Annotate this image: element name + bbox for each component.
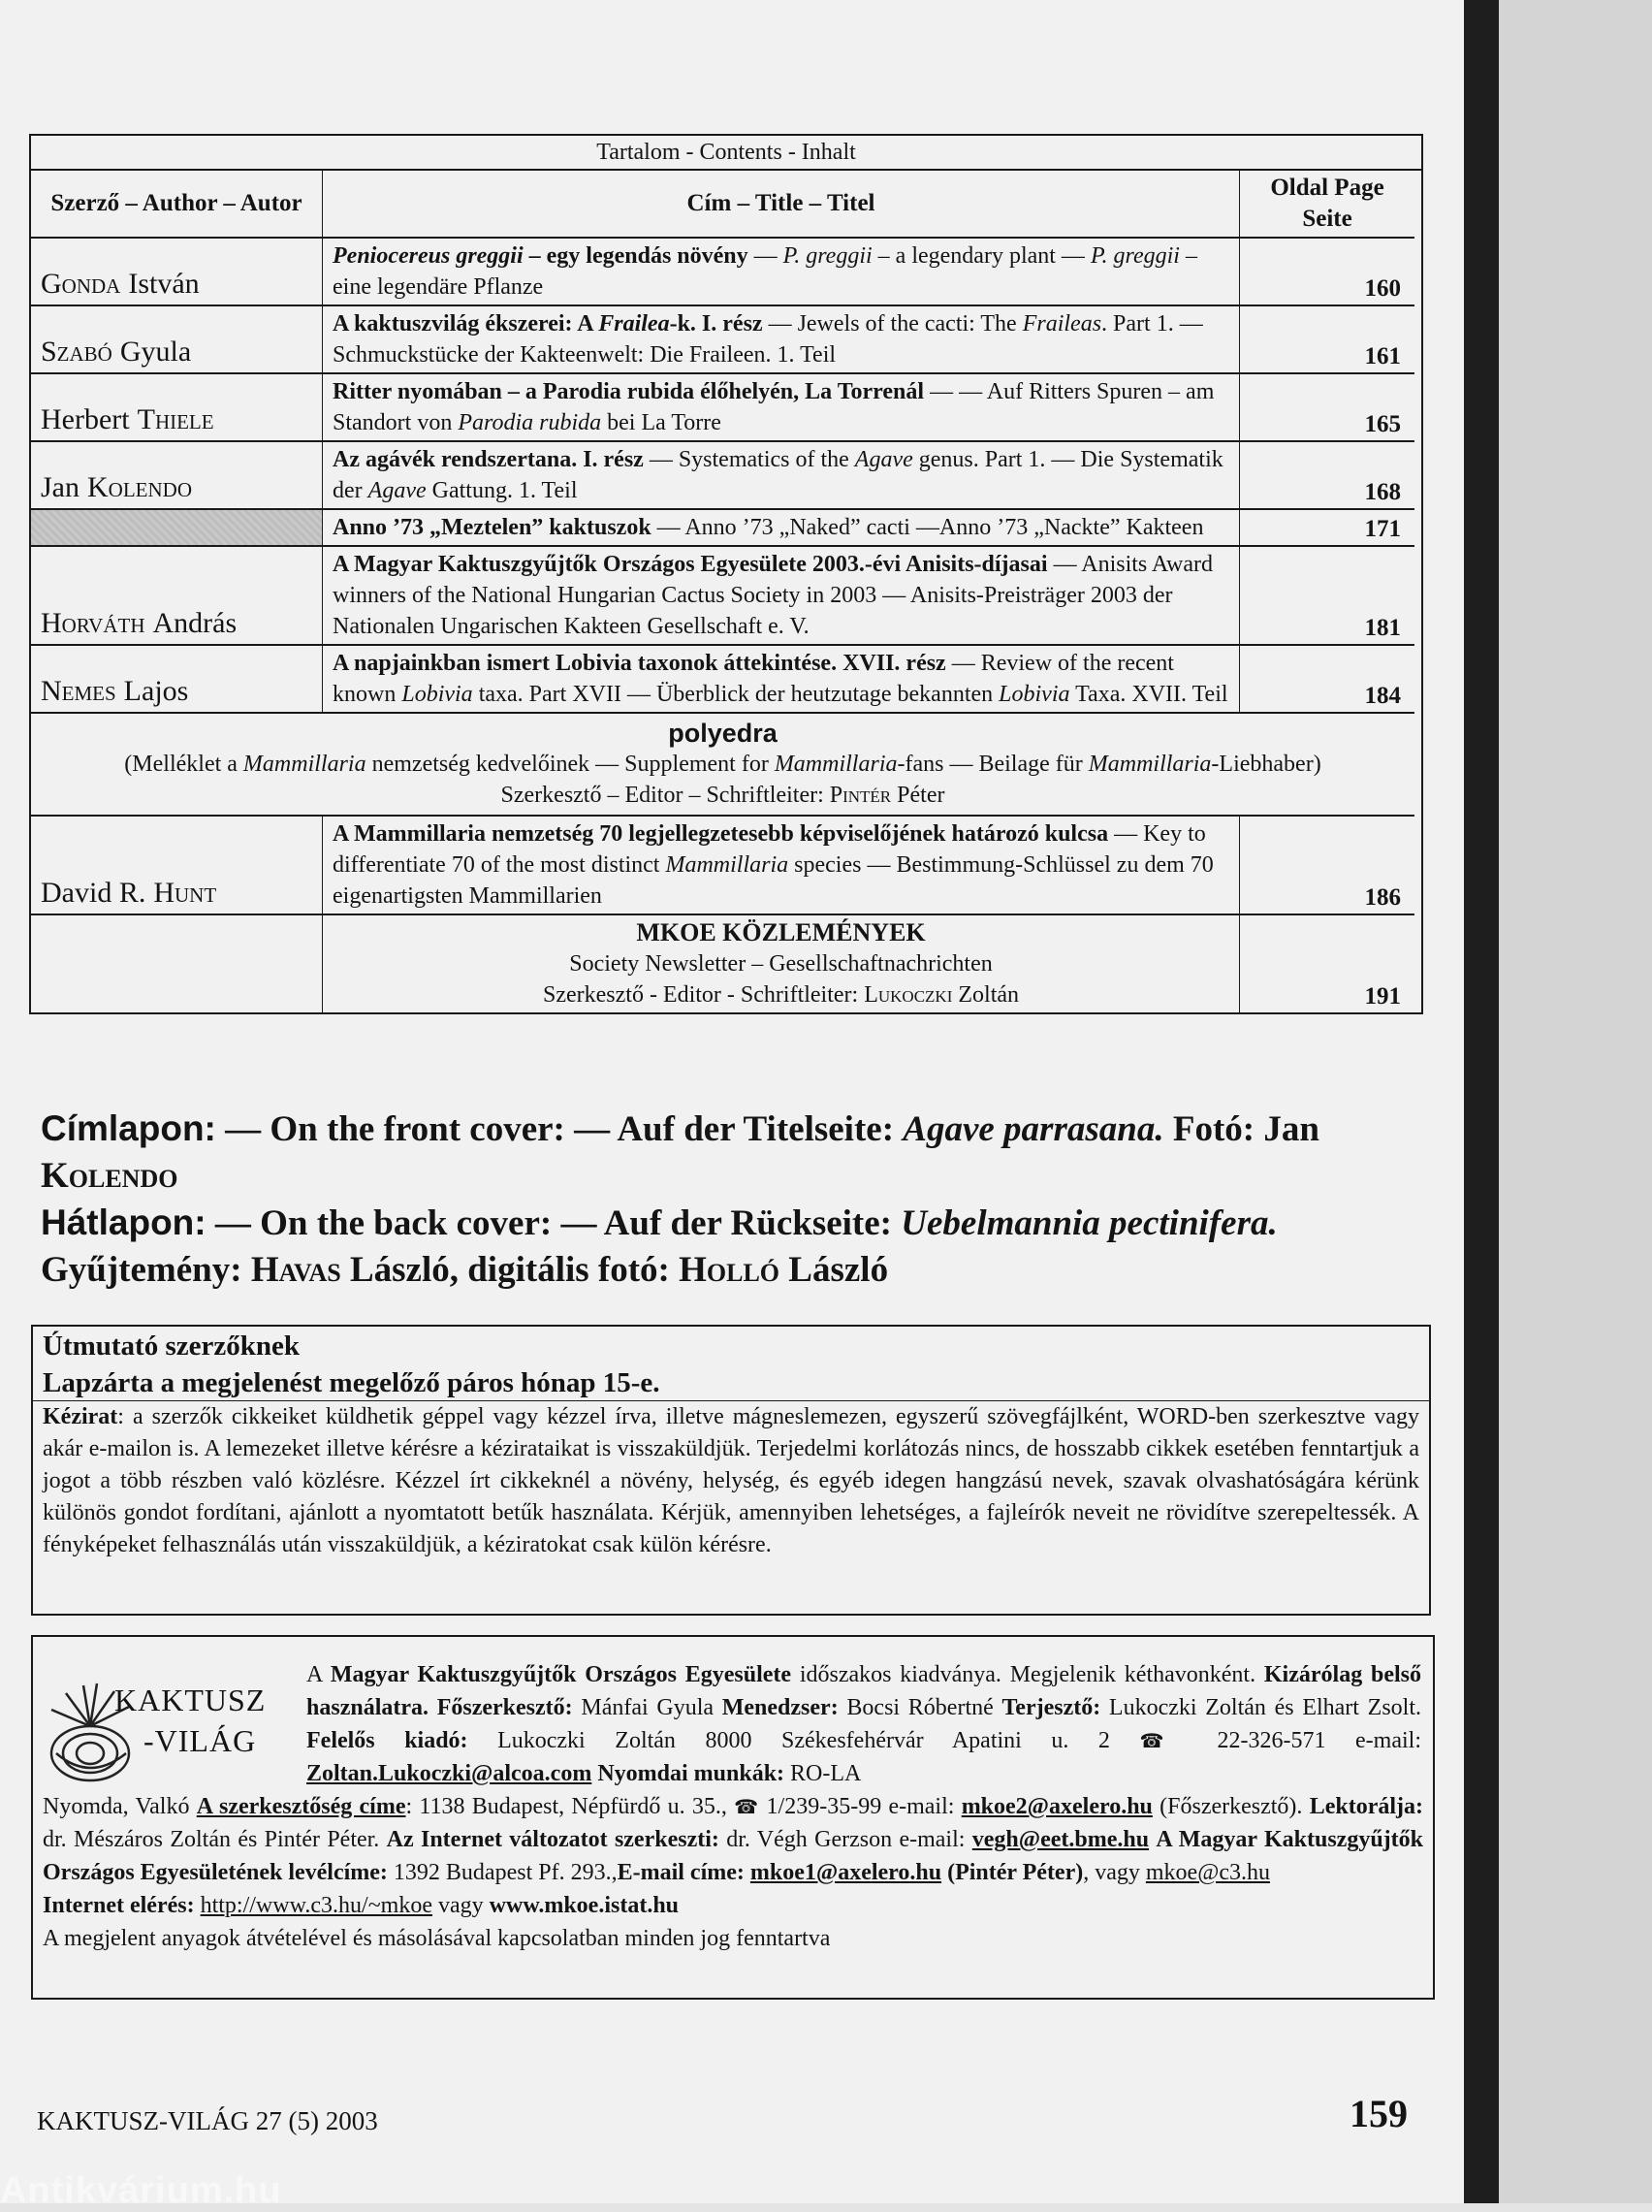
article-title: A kaktuszvilág ékszerei: A Frailea-k. I. rész — Jewels of the cacti: The Fraileas. Part 1. — Schmuckstücke der Kakteenwelt: Die Fraileen. 1. Teil: [323, 306, 1239, 374]
header-title: Cím – Title – Titel: [323, 171, 1239, 239]
author-guidelines-box: [31, 1325, 1431, 1616]
article-page: 181: [1240, 547, 1414, 646]
watermark: Antikvárium.hu: [0, 2170, 282, 2211]
article-title: A Magyar Kaktuszgyűjtők Országos Egyesülete 2003.-évi Anisits-díjasai — Anisits Award winners of the National Hungarian Cactus Society in 2003 — Anisits-Preisträger 2003 der Nationalen Ungarischen Kakteen Gesellschaft e. V.: [323, 547, 1239, 646]
author-name-part: Gyula: [119, 336, 192, 368]
newsletter-subtitle: Society Newsletter – Gesellschaftnachrichten: [569, 951, 993, 977]
article-title: Ritter nyomában – a Parodia rubida élőhelyén, La Torrenál — — Auf Ritters Spuren – am Standort von Parodia rubida bei La Torre: [323, 374, 1239, 442]
author-cell: [31, 510, 322, 547]
article-page: 186: [1240, 817, 1414, 915]
guidelines-text: Kézirat: a szerzők cikkeiket küldhetik géppel vagy kézzel írva, illetve mágneslemezen, egyszerű szövegfájlként, WORD-ben szerkesztve vagy akár e-mailon is. A lemezeket illetve kérésre a kézirataikat is visszaküldjük. Terjedelmi korlátozás nincs, de hosszabb cikkek esetében fenntartjuk a jogot a több részben való közlésre. Kézzel írt cikkeknél a növény, helység, és egyéb idegen hangzású nevek, szavak olvashatóságára kérünk különös gondot fordítani, ajánlott a nyomtatott betűk használata. Kérjük, amennyiben lehetséges, a fajleírók neveit ne rövidítve szerepeltessék. A fényképeket felhasználás után visszaküldjük, a kéziratokat csak külön kérésre.: [33, 1400, 1429, 1561]
newsletter-editor: Szerkesztő - Editor - Schriftleiter: Lukoczki Zoltán: [542, 982, 1020, 1008]
imprint-box: [31, 1635, 1435, 2000]
article-page: 165: [1240, 374, 1414, 442]
author-name-part: Herbert: [41, 403, 130, 435]
author-name-part: Horváth: [41, 607, 145, 639]
author-cell: [31, 646, 322, 714]
kaktusz-vilag-logo: [37, 1676, 299, 1792]
article-title: A Mammillaria nemzetség 70 legjellegzetesebb képviselőjének határozó kulcsa — Key to differentiate 70 of the most distinct Mammillaria species — Bestimmung-Schlüssel zu dem 70 eigenartigsten Mammillarien: [323, 817, 1239, 915]
logo-text-line1: KAKTUSZ: [114, 1683, 267, 1717]
article-page: 168: [1240, 442, 1414, 510]
author-name-part: Jan: [41, 471, 79, 503]
article-title: Az agávék rendszertana. I. rész — Systematics of the Agave genus. Part 1. — Die Systematik der Agave Gattung. 1. Teil: [323, 442, 1239, 510]
author-name-part: David R.: [41, 877, 146, 909]
author-cell: [31, 374, 322, 442]
header-author: Szerző – Author – Autor: [31, 171, 322, 239]
author-name-part: Hunt: [153, 877, 217, 909]
guidelines-title: Útmutató szerzőknek: [43, 1330, 300, 1362]
article-title: Anno ’73 „Meztelen” kaktuszok — Anno ’73 „Naked” cacti —Anno ’73 „Nackte” Kakteen: [323, 510, 1239, 547]
author-name-part: Gonda: [41, 268, 121, 300]
author-name-part: András: [152, 607, 238, 639]
page-number: 159: [1350, 2092, 1408, 2135]
cover-credits: Címlapon: — On the front cover: — Auf der Titelseite: Agave parrasana. Fotó: Jan Kolendo Hátlapon: — On the back cover: — Auf der Rückseite: Uebelmannia pectinifera. Gyűjtemény: Havas László, digitális fotó: Holló László: [41, 1108, 1319, 1290]
author-name-part: Szabó: [41, 336, 112, 368]
author-cell: [31, 239, 322, 306]
page-edge-shadow: [1464, 0, 1499, 2203]
author-name-part: Kolendo: [87, 471, 192, 503]
logo-text-line2: -VILÁG: [143, 1723, 257, 1758]
article-page: 184: [1240, 646, 1414, 714]
contents-grid: [31, 171, 1421, 1012]
author-cell: [31, 817, 322, 915]
article-page: 171: [1240, 510, 1414, 547]
journal-issue: KAKTUSZ-VILÁG 27 (5) 2003: [37, 2106, 378, 2135]
author-name-part: Nemes: [41, 675, 116, 707]
author-name-part: Thiele: [137, 403, 214, 435]
polyedra-editor: Szerkesztő – Editor – Schriftleiter: Pintér Péter: [500, 783, 945, 808]
newsletter-block: [323, 915, 1239, 1012]
polyedra-title: polyedra: [668, 719, 778, 748]
author-name-part: István: [128, 268, 200, 300]
article-page: 160: [1240, 239, 1414, 306]
newsletter-page: 191: [1364, 983, 1401, 1010]
author-cell-empty: [31, 915, 322, 1012]
author-cell: [31, 306, 322, 374]
background-surface: [1499, 0, 1652, 2203]
imprint-text-rest: Nyomda, Valkó A szerkesztőség címe: 1138 Budapest, Népfürdő u. 35., ☎ 1/239-35-99 e-mail: mkoe2@axelero.hu (Főszerkesztő). Lektorálja: dr. Mészáros Zoltán és Pintér Péter. Az Internet változatot szerkeszti: dr. Végh Gerzson e-mail: vegh@eet.bme.hu A Magyar Kaktuszgyűjtők Országos Egyesületének levélcíme: 1392 Budapest Pf. 293.,E-mail címe: mkoe1@axelero.hu (Pintér Péter), vagy mkoe@c3.hu Internet elérés: http://www.c3.hu/~mkoe vagy www.mkoe.istat.hu A megjelent anyagok átvételével és másolásával kapcsolatban minden jog fenntartva: [43, 1794, 1424, 1951]
imprint-text-top: A Magyar Kaktuszgyűjtők Országos Egyesülete időszakos kiadványa. Megjelenik kéthavonként. Kizárólag belső használatra. Főszerkesztő: Mánfai Gyula Menedzser: Bocsi Róbertné Terjesztő: Lukoczki Zoltán és Elhart Zsolt. Felelős kiadó: Lukoczki Zoltán 8000 Székesfehérvár Apatini u. 2 ☎ 22-326-571 e-mail: Zoltan.Lukoczki@alcoa.com Nyomdai munkák: RO-LA: [306, 1662, 1422, 1786]
author-cell: [31, 442, 322, 510]
author-name-part: Lajos: [123, 675, 189, 707]
guidelines-deadline: Lapzárta a megjelenést megelőző páros hónap 15-e.: [43, 1367, 660, 1398]
article-page: 161: [1240, 306, 1414, 374]
header-page: Oldal Page Seite: [1240, 171, 1414, 239]
author-cell: [31, 547, 322, 646]
article-title: A napjainkban ismert Lobivia taxonok áttekintése. XVII. rész — Review of the recent known Lobivia taxa. Part XVII — Überblick der heutzutage bekannten Lobivia Taxa. XVII. Teil: [323, 646, 1239, 714]
polyedra-section: [31, 714, 1414, 817]
article-title: Peniocereus greggii – egy legendás növény — P. greggii – a legendary plant — P. greggii – eine legendäre Pflanze: [323, 239, 1239, 306]
contents-caption: Tartalom - Contents - Inhalt: [31, 136, 1421, 171]
polyedra-subtitle: (Melléklet a Mammillaria nemzetség kedvelőinek — Supplement for Mammillaria-fans — Beilage für Mammillaria-Liebhaber): [124, 752, 1321, 777]
newsletter-title: MKOE KÖZLEMÉNYEK: [636, 918, 926, 946]
contents-table: [29, 134, 1423, 1014]
